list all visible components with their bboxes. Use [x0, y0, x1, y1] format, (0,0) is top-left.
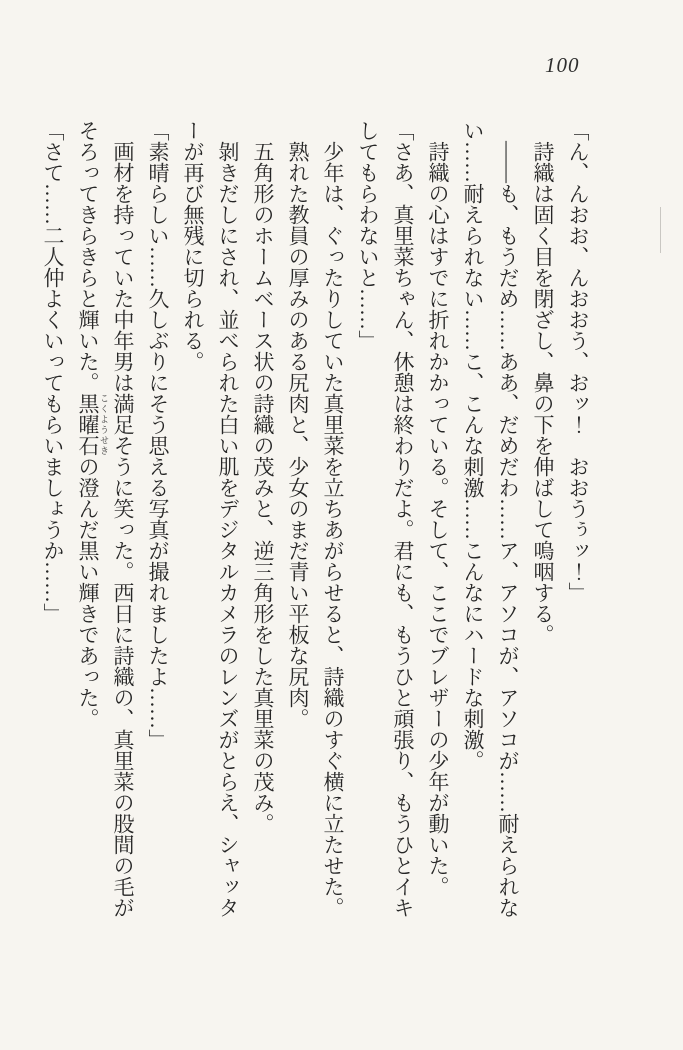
paragraph-dialogue-4: 「さて……二人仲よくいってもらいましょうか……」	[41, 120, 65, 624]
paragraph-narration-4: 熟れた教員の厚みのある尻肉と、少女のまだ青い平板な尻肉。	[286, 141, 310, 729]
paragraph-narration-5: 五角形のホームベース状の詩織の茂みと、逆三角形をした真里菜の茂み。	[251, 141, 275, 834]
ruby-base: 黒曜石	[76, 393, 100, 456]
paragraph-narration-3: 少年は、ぐったりしていた真里菜を立ちあがらせると、詩織のすぐ横に立たせた。	[321, 141, 345, 918]
ruby-annotation	[76, 393, 109, 456]
vertical-text-block	[35, 120, 595, 918]
paragraph-narration-7-with-ruby	[70, 120, 140, 918]
paragraph-dialogue-3: 「素晴らしい……久しぶりにそう思える写真が撮れましたよ……」	[146, 120, 170, 750]
page-number: 100	[545, 53, 580, 77]
text-segment: 画材を持っていた中年男は満足そうに笑った。西日に詩織の、真里菜の股間の毛がそろってきらきらと輝いた。	[76, 120, 135, 918]
text-segment: の澄んだ黒い輝きであった。	[76, 456, 100, 729]
paragraph-narration-1: 詩織は固く目を閉ざし、鼻の下を伸ばして嗚咽する。	[531, 141, 555, 645]
paragraph-dialogue-2: 「さあ、真里菜ちゃん、休憩は終わりだよ。君にも、もうひと頑張り、もうひとイキしてもらわないと……」	[356, 120, 415, 918]
ruby-reading: こくようせき	[99, 393, 109, 456]
paragraph-inner-voice: ――も、もうだめ……ああ、だめだわ……ア、アソコが、アソコが……耐えられない……耐えられない……こ、こんな刺激……こんなにハードな刺激。	[461, 120, 520, 918]
scan-artifact-line	[660, 207, 661, 253]
paragraph-narration-6: 剝きだしにされ、並べられた白い肌をデジタルカメラのレンズがとらえ、シャッターが再び無残に切られる。	[181, 120, 240, 918]
paragraph-narration-2: 詩織の心はすでに折れかかっている。そして、ここでブレザーの少年が動いた。	[426, 141, 450, 897]
paragraph-dialogue-1: 「ん、んおお、んおおう、おッ！ おおうぅッ！」	[566, 120, 590, 603]
